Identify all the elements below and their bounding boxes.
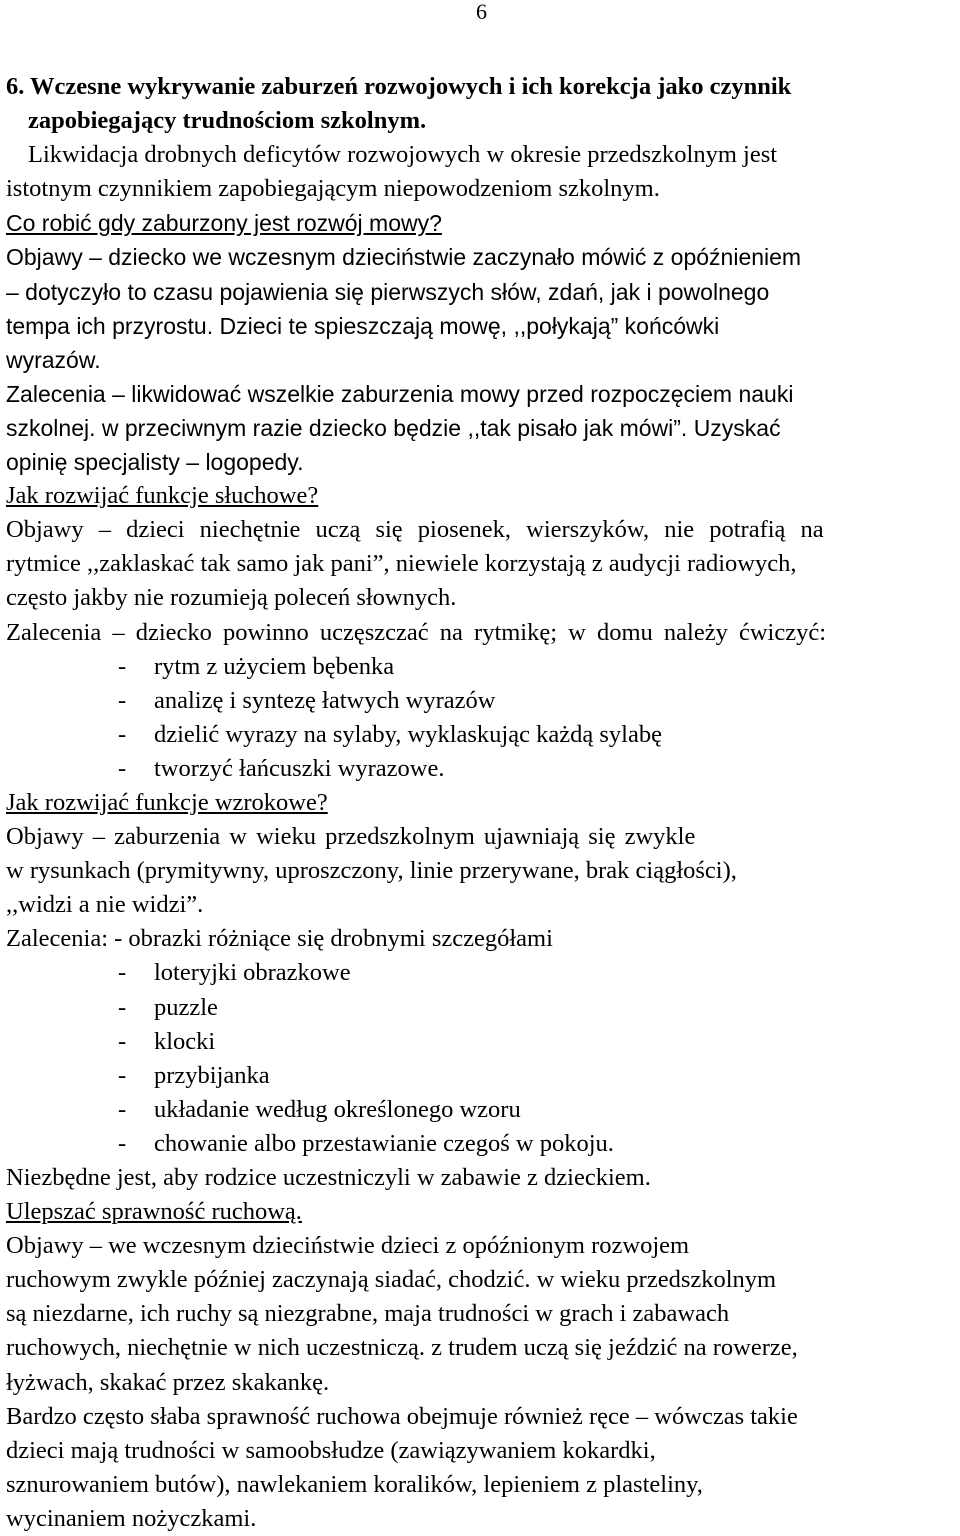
section-title-vision: Jak rozwijać funkcje wzrokowe? — [6, 788, 328, 816]
list-item: - przybijanka — [118, 1061, 270, 1089]
speech-symptoms-line: tempa ich przyrostu. Dzieci te spieszczają mowę, ,,połykają” końcówki — [6, 312, 720, 339]
vision-note: Niezbędne jest, aby rodzice uczestniczyli w zabawie z dzieckiem. — [6, 1164, 651, 1191]
list-item-text: chowanie albo przestawianie czegoś w pokoju. — [154, 1129, 614, 1157]
list-item-text: analizę i syntezę łatwych wyrazów — [154, 686, 496, 714]
heading-line-2: zapobiegający trudnościom szkolnym. — [28, 107, 427, 135]
motor-extra-line: Bardzo często słaba sprawność ruchowa obejmuje również ręce – wówczas takie — [6, 1402, 798, 1430]
speech-recommendations-line: Zalecenia – likwidować wszelkie zaburzenia mowy przed rozpoczęciem nauki — [6, 380, 794, 407]
intro-line-1: Likwidacja drobnych deficytów rozwojowych w okresie przedszkolnym jest — [28, 141, 778, 169]
list-item-text: rytm z użyciem bębenka — [154, 652, 395, 680]
motor-extra-line: wycinaniem nożyczkami. — [6, 1504, 257, 1532]
section-title-speech: Co robić gdy zaburzony jest rozwój mowy? — [6, 210, 442, 237]
motor-symptoms-line: Objawy – we wczesnym dzieciństwie dzieci z opóźnionym rozwojem — [6, 1232, 690, 1260]
list-item: - chowanie albo przestawianie czegoś w pokoju. — [118, 1129, 614, 1157]
hearing-recommendations-intro: Zalecenia – dziecko powinno uczęszczać na rytmikę; w domu należy ćwiczyć: — [6, 618, 827, 646]
list-item: - analizę i syntezę łatwych wyrazów — [118, 686, 496, 714]
list-item-text: tworzyć łańcuszki wyrazowe. — [154, 754, 445, 782]
section-title-hearing: Jak rozwijać funkcje słuchowe? — [6, 482, 319, 510]
list-item-text: puzzle — [154, 993, 218, 1021]
list-item-text: klocki — [154, 1027, 216, 1055]
intro-line-2: istotnym czynnikiem zapobiegającym niepowodzeniom szkolnym. — [6, 175, 660, 203]
speech-symptoms-line: – dotyczyło to czasu pojawienia się pierwszych słów, zdań, jak i powolnego — [6, 278, 770, 305]
list-item-text: loteryjki obrazkowe — [154, 959, 351, 987]
list-item: - klocki — [118, 1027, 216, 1055]
list-item: - rytm z użyciem bębenka — [118, 652, 395, 680]
motor-symptoms-line: łyżwach, skakać przez skakankę. — [6, 1368, 330, 1396]
motor-extra-line: sznurowaniem butów), nawlekaniem koralików, lepieniem z plasteliny, — [6, 1470, 703, 1498]
section-title-motor: Ulepszać sprawność ruchową. — [6, 1198, 302, 1226]
list-item: - układanie według określonego wzoru — [118, 1095, 521, 1123]
motor-extra-line: dzieci mają trudności w samoobsłudze (zawiązywaniem kokardki, — [6, 1436, 656, 1464]
list-item-text: dzielić wyrazy na sylaby, wyklaskując każdą sylabę — [154, 720, 662, 748]
document-body — [6, 70, 958, 1536]
speech-symptoms-line: Objawy – dziecko we wczesnym dzieciństwie zaczynało mówić z opóźnieniem — [6, 244, 802, 271]
motor-symptoms-line: ruchowych, niechętnie w nich uczestniczą. z trudem uczą się jeździć na rowerze, — [6, 1334, 798, 1362]
list-item-text: przybijanka — [154, 1061, 270, 1089]
list-item-text: układanie według określonego wzoru — [154, 1095, 521, 1123]
hearing-symptoms-line: Objawy – dzieci niechętnie uczą się piosenek, wierszyków, nie potrafią na — [6, 516, 824, 544]
vision-symptoms-line: ,,widzi a nie widzi”. — [6, 891, 204, 919]
speech-symptoms-line: wyrazów. — [6, 346, 101, 373]
hearing-symptoms-line: rytmice ,,zaklaskać tak samo jak pani”, niewiele korzystają z audycji radiowych, — [6, 550, 797, 578]
vision-symptoms-line: w rysunkach (prymitywny, uproszczony, linie przerywane, brak ciągłości), — [6, 857, 737, 885]
speech-recommendations-line: opinię specjalisty – logopedy. — [6, 449, 304, 476]
vision-recommendations-label: Zalecenia: - obrazki różniące się drobnymi szczegółami — [6, 925, 553, 953]
motor-symptoms-line: ruchowym zwykle później zaczynają siadać, chodzić. w wieku przedszkolnym — [6, 1266, 777, 1294]
motor-symptoms-line: są niezdarne, ich ruchy są niezgrabne, maja trudności w grach i zabawach — [6, 1300, 730, 1328]
page-number: 6 — [476, 0, 487, 24]
list-item: - loteryjki obrazkowe — [118, 959, 351, 987]
list-item: - dzielić wyrazy na sylaby, wyklaskując każdą sylabę — [118, 720, 662, 748]
hearing-symptoms-line: często jakby nie rozumieją poleceń słownych. — [6, 584, 457, 612]
list-item: - tworzyć łańcuszki wyrazowe. — [118, 754, 445, 782]
vision-symptoms-line: Objawy – zaburzenia w wieku przedszkolnym ujawniają się zwykle — [6, 823, 696, 851]
speech-recommendations-line: szkolnej. w przeciwnym razie dziecko będzie ,,tak pisało jak mówi”. Uzyskać — [6, 414, 781, 441]
heading-line-1: 6. Wczesne wykrywanie zaburzeń rozwojowych i ich korekcja jako czynnik — [6, 73, 792, 100]
list-item: - puzzle — [118, 993, 218, 1021]
